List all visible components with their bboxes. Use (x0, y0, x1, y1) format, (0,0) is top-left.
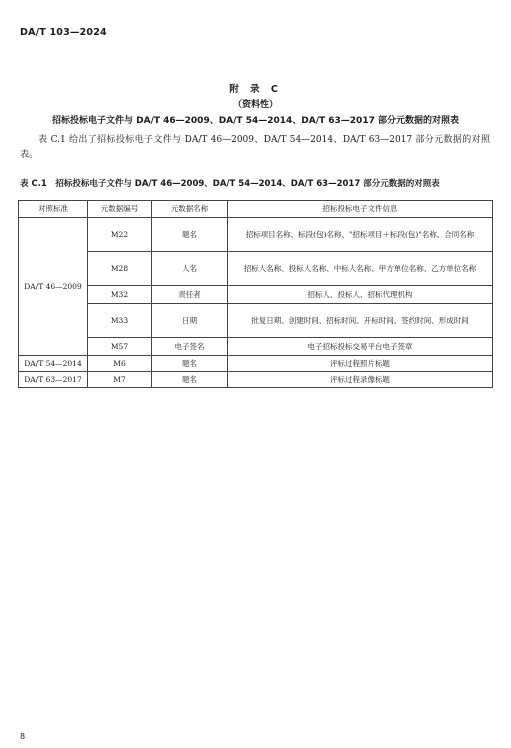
appendix-subtitle: 招标投标电子文件与 DA/T 46—2009、DA/T 54—2014、DA/T 63—2017 部分元数据的对照表 (52, 116, 459, 126)
name-cell: 题名 (152, 218, 228, 252)
table-header-row (19, 201, 493, 218)
info-cell: 电子招标投标交易平台电子签章 (228, 338, 493, 356)
name-cell: 题名 (152, 372, 228, 388)
col-id-header: 元数据编号 (88, 201, 152, 218)
table-row (19, 304, 493, 338)
id-cell: M22 (88, 218, 152, 252)
info-cell: 招标项目名称、标段(包)名称、"招标项目＋标段(包)"名称、合同名称 (228, 218, 493, 252)
id-cell: M32 (88, 286, 152, 304)
standard-cell: DA/T 54—2014 (19, 356, 88, 372)
page-number: 8 (20, 732, 26, 741)
intro-paragraph: 表 C.1 给出了招标投标电子文件与 DA/T 46—2009、DA/T 54—2014、DA/T 63—2017 部分元数据的对照表。 (20, 135, 490, 160)
name-cell: 电子签名 (152, 338, 228, 356)
table-row (19, 338, 493, 356)
col-standard-header: 对照标准 (19, 201, 88, 218)
name-cell: 日期 (152, 304, 228, 338)
info-cell: 招标人名称、投标人名称、中标人名称、甲方单位名称、乙方单位名称 (228, 252, 493, 286)
document-header: DA/T 103—2024 (20, 27, 107, 38)
name-cell: 责任者 (152, 286, 228, 304)
info-cell: 评标过程照片标题 (228, 356, 493, 372)
standard-cell: DA/T 63—2017 (19, 372, 88, 388)
standard-cell: DA/T 46—2009 (19, 218, 88, 356)
info-cell: 批复日期、创建时间、招标时间、开标时间、签约时间、形成时间 (228, 304, 493, 338)
table-row (19, 286, 493, 304)
col-info-header: 招标投标电子文件信息 (228, 201, 493, 218)
id-cell: M33 (88, 304, 152, 338)
table-row (19, 356, 493, 372)
name-cell: 人名 (152, 252, 228, 286)
id-cell: M6 (88, 356, 152, 372)
info-cell: 评标过程录像标题 (228, 372, 493, 388)
table-caption: 表 C.1 招标投标电子文件与 DA/T 46—2009、DA/T 54—2014、DA/T 63—2017 部分元数据的对照表 (20, 179, 440, 189)
appendix-note: （资料性） (232, 100, 278, 110)
id-cell: M57 (88, 338, 152, 356)
appendix-title: 附 录 C (229, 84, 282, 95)
table-row (19, 252, 493, 286)
info-cell: 招标人、投标人、招标代理机构 (228, 286, 493, 304)
col-name-header: 元数据名称 (152, 201, 228, 218)
metadata-table (18, 200, 493, 388)
id-cell: M7 (88, 372, 152, 388)
name-cell: 题名 (152, 356, 228, 372)
id-cell: M28 (88, 252, 152, 286)
table-row (19, 372, 493, 388)
table-row (19, 218, 493, 252)
